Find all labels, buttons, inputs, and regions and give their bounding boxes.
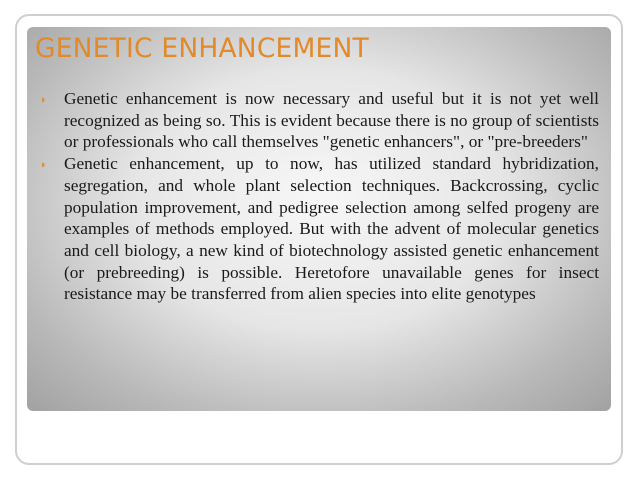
bullet-icon: ◗ <box>40 159 47 172</box>
bullet-item <box>39 88 599 153</box>
bullet-list <box>39 88 599 305</box>
bullet-icon: ◗ <box>40 94 47 106</box>
bullet-item <box>39 153 599 305</box>
bullet-text: Genetic enhancement is now necessary and useful but it is not yet well recognized as being so. This is evident because there is no group of scientists or professionals who call themselves "genetic enhancers", or "pre-breeders" <box>64 89 599 152</box>
bullet-text: Genetic enhancement, up to now, has utilized standard hybridization, segregation, and whole plant selection techniques. Backcrossing, cyclic population improvement, and pedigree selection among selfed progeny are examples of methods employed. But with the advent of molecular genetics and cell biology, a new kind of biotechnology assisted genetic enhancement (or prebreeding) is possible. Heretofore unavailable genes for insect resistance may be transferred from alien species into elite genotypes <box>64 154 599 304</box>
slide-title: GENETIC ENHANCEMENT <box>35 33 369 64</box>
